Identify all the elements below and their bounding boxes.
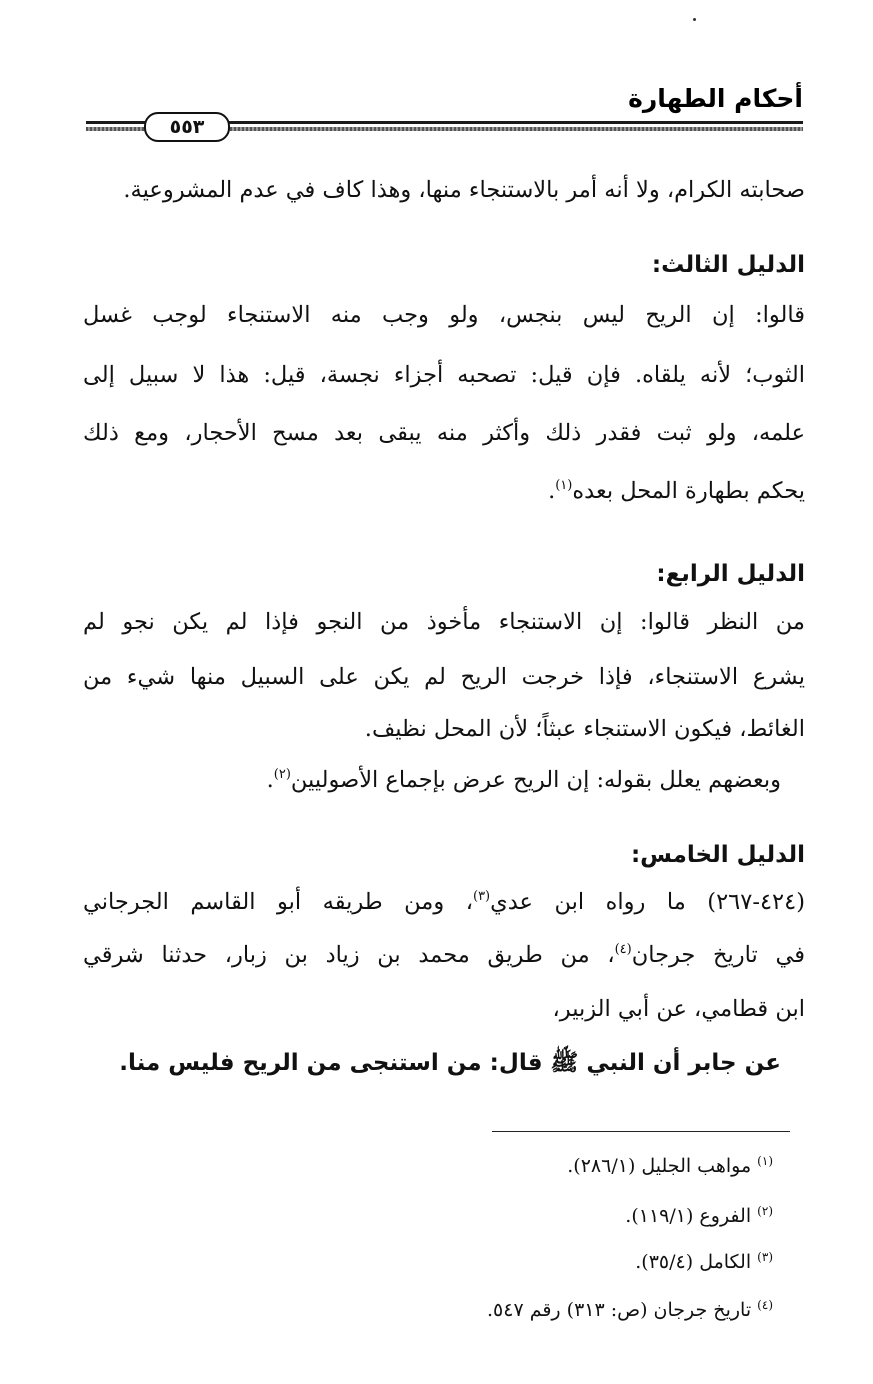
footnote-ref: (٢): [273, 767, 291, 782]
footnote: [173, 1202, 773, 1230]
section-heading: الدليل الثالث:: [651, 252, 805, 278]
footnote-number: (٤): [757, 1298, 773, 1312]
page-number: ٥٥٣: [144, 112, 230, 142]
paragraph-line: قالوا: إن الريح ليس بنجس، ولو وجب منه الاستنجاء لوجب غسل: [83, 302, 805, 328]
paragraph-line: صحابته الكرام، ولا أنه أمر بالاستنجاء منها، وهذا كاف في عدم المشروعية.: [123, 177, 805, 203]
footnote-ref: (٤): [614, 942, 632, 957]
footnote-ref: (٣): [472, 889, 491, 904]
paragraph-line: [83, 763, 781, 797]
paragraph-line: الثوب؛ لأنه يلقاه. فإن قيل: تصحبه أجزاء نجسة، قيل: هذا لا سبيل إلى: [83, 362, 805, 388]
paragraph-line: [83, 474, 805, 508]
line-text: ، من طريق محمد بن زياد بن زبار، حدثنا شرقي: [83, 942, 615, 968]
paragraph-line: الغائط، فيكون الاستنجاء عبثاً؛ لأن المحل نظيف.: [364, 716, 805, 742]
footnote-text: الفروع (١١٩/١).: [625, 1205, 752, 1227]
footnote-text: تاريخ جرجان (ص: ٣١٣) رقم ٥٤٧.: [486, 1299, 752, 1321]
paragraph-line: [83, 885, 805, 919]
paragraph-line: علمه، ولو ثبت فقدر ذلك وأكثر منه يبقى بعد مسح الأحجار، ومع ذلك: [83, 420, 805, 446]
line-text: وبعضهم يعلل بقوله: إن الريح عرض بإجماع الأصوليين: [290, 767, 781, 793]
footnote-number: (٢): [757, 1204, 773, 1218]
footnote-number: (٣): [757, 1250, 773, 1264]
footnote: [173, 1296, 773, 1324]
running-title: أحكام الطهارة: [628, 84, 803, 113]
scan-speck: [693, 18, 696, 21]
paragraph-line: ابن قطامي، عن أبي الزبير،: [552, 996, 805, 1022]
line-end: .: [548, 478, 556, 504]
line-text: في تاريخ جرجان: [631, 942, 805, 968]
footnote-ref: (١): [555, 478, 573, 493]
footnote-text: الكامل (٣٥/٤).: [635, 1251, 752, 1273]
section-heading: الدليل الرابع:: [656, 561, 805, 587]
paragraph-line: من النظر قالوا: إن الاستنجاء مأخوذ من النجو فإذا لم يكن نجو لم: [83, 609, 805, 635]
section-heading: الدليل الخامس:: [630, 842, 805, 868]
footnote-number: (١): [757, 1154, 773, 1168]
paragraph-line: يشرع الاستنجاء، فإذا خرجت الريح لم يكن على السبيل منها شيء من: [83, 664, 805, 690]
line-text: يحكم بطهارة المحل بعده: [572, 478, 805, 504]
line-end: .: [266, 767, 274, 793]
footnote-text: مواهب الجليل (٢٨٦/١).: [567, 1155, 752, 1177]
hadith-text: عن جابر أن النبي ﷺ قال: من استنجى من الريح فليس منا.: [119, 1050, 781, 1076]
footnote-separator: [492, 1131, 790, 1132]
footnote: [173, 1152, 773, 1180]
line-text: (٤٢٤-٢٦٧) ما رواه ابن عدي: [490, 889, 805, 915]
line-text: ، ومن طريقه أبو القاسم الجرجاني: [83, 889, 473, 915]
footnote: [173, 1248, 773, 1276]
paragraph-line: [83, 938, 805, 972]
